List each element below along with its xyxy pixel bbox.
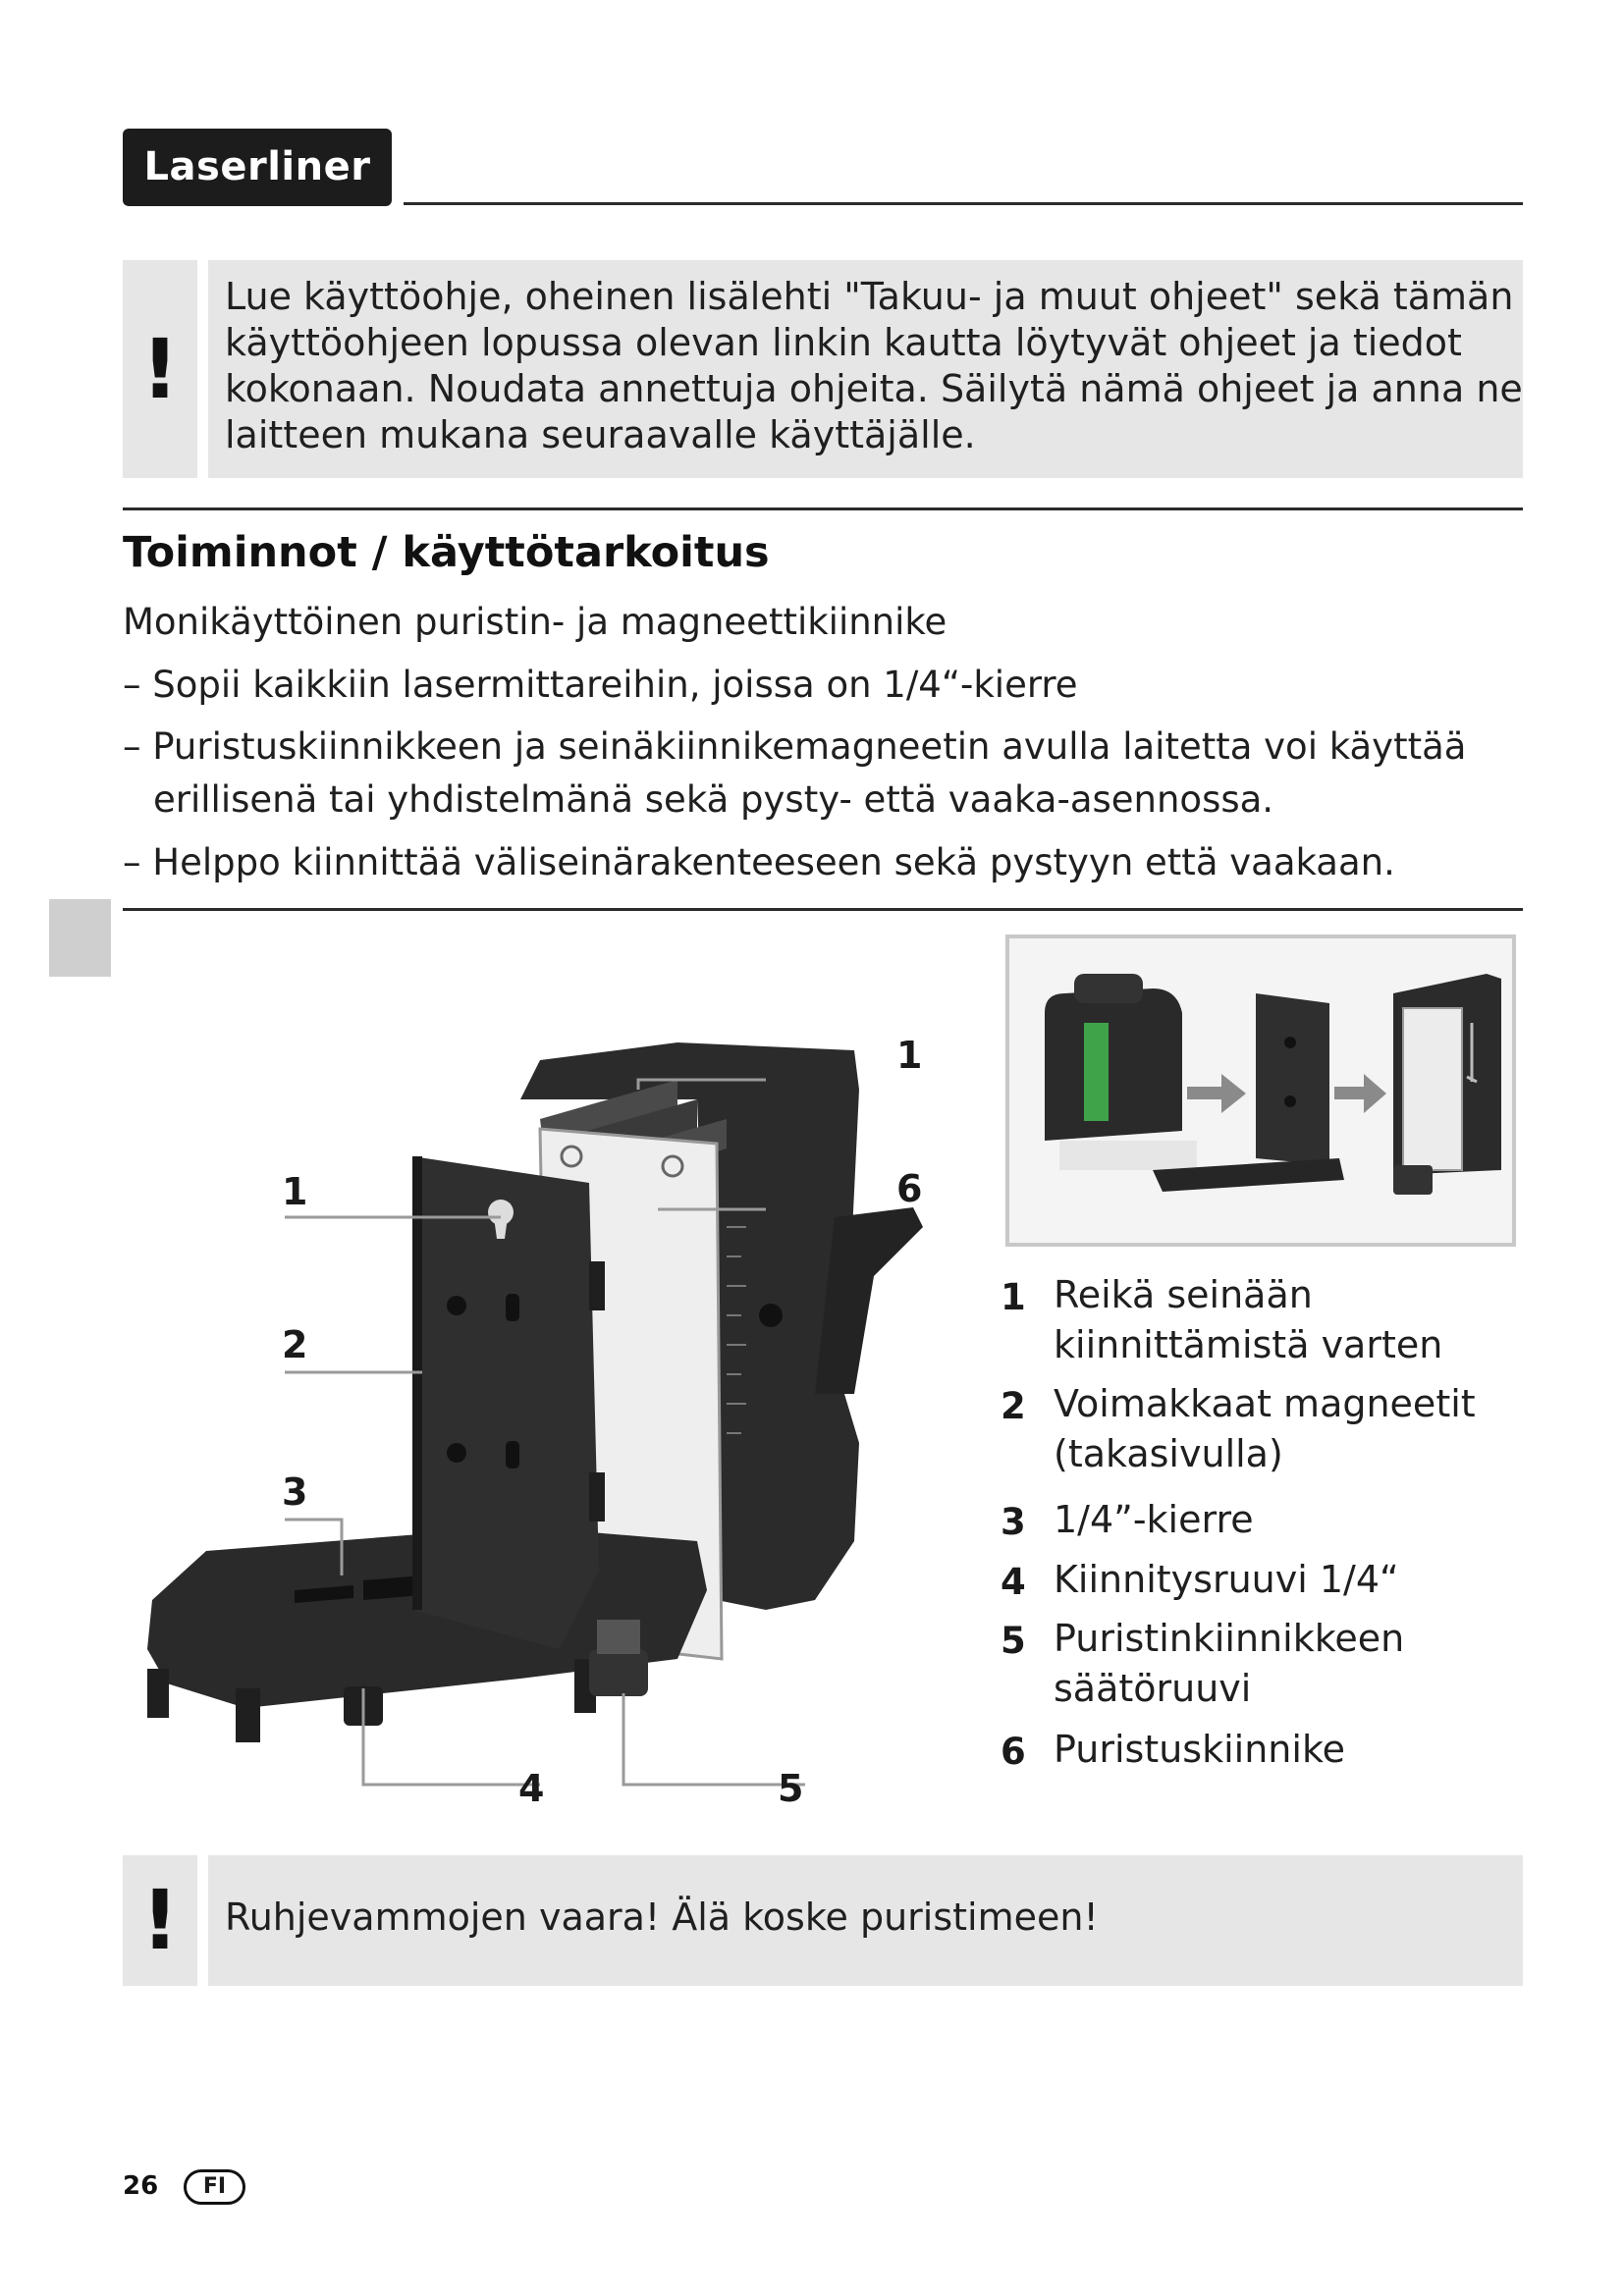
legend-number: 5 — [1001, 1620, 1026, 1662]
legend-text — [1054, 1555, 1399, 1605]
legend-line: kiinnittämistä varten — [1054, 1323, 1443, 1366]
warning-icon: ! — [123, 1855, 197, 1986]
legend-line: Puristinkiinnikkeen — [1054, 1617, 1405, 1660]
notice-text: Ruhjevammojen vaara! Älä koske puristimeen! — [225, 1896, 1099, 1939]
callout-label: 5 — [778, 1767, 804, 1810]
section-title: Toiminnot / käyttötarkoitus — [123, 528, 770, 577]
section-intro: Monikäyttöinen puristin- ja magneettikiinnike — [123, 601, 947, 643]
bullet-item: – Sopii kaikkiin lasermittareihin, joissa on 1/4“-kierre — [123, 664, 1078, 706]
legend-text — [1054, 1725, 1345, 1775]
legend-number: 4 — [1001, 1561, 1026, 1603]
legend-text — [1054, 1270, 1442, 1370]
usage-inset-photo — [1005, 934, 1516, 1247]
legend-line: Reikä seinään — [1054, 1273, 1313, 1316]
callout-label: 4 — [518, 1767, 545, 1810]
side-tab — [49, 899, 111, 977]
callout-label: 2 — [282, 1323, 308, 1366]
notice-line: kokonaan. Noudata annettuja ohjeita. Säilytä nämä ohjeet ja anna ne — [225, 367, 1523, 410]
section-rule-top — [123, 507, 1523, 510]
legend-text — [1054, 1614, 1404, 1714]
notice-line: laitteen mukana seuraavalle käyttäjälle. — [225, 413, 976, 456]
header-rule — [404, 202, 1523, 205]
bracket-illustration — [128, 982, 952, 1836]
callout-label: 3 — [282, 1470, 308, 1514]
legend-text — [1054, 1495, 1254, 1545]
notice-top — [208, 260, 1523, 478]
legend-number: 6 — [1001, 1731, 1026, 1773]
legend-line: säätöruuvi — [1054, 1667, 1252, 1710]
legend-line: Voimakkaat magneetit — [1054, 1382, 1476, 1425]
language-badge: FI — [184, 2169, 245, 2205]
notice-bottom — [208, 1855, 1523, 1986]
legend-line: Kiinnitysruuvi 1/4“ — [1054, 1558, 1399, 1601]
callout-label: 1 — [896, 1034, 923, 1077]
callout-label: 6 — [896, 1167, 923, 1210]
legend-text — [1054, 1379, 1476, 1479]
legend-line: (takasivulla) — [1054, 1432, 1283, 1475]
legend-number: 3 — [1001, 1501, 1026, 1543]
bullet-item-continued: erillisenä tai yhdistelmänä sekä pysty- että vaaka-asennossa. — [153, 778, 1274, 821]
section-rule-bottom — [123, 908, 1523, 911]
bullet-item: – Puristuskiinnikkeen ja seinäkiinnikemagneetin avulla laitetta voi käyttää — [123, 725, 1467, 768]
warning-icon: ! — [123, 260, 197, 478]
legend-line: Puristuskiinnike — [1054, 1728, 1345, 1771]
callout-label: 1 — [282, 1170, 308, 1213]
notice-line: käyttöohjeen lopussa olevan linkin kautta löytyvät ohjeet ja tiedot — [225, 321, 1462, 364]
legend-line: 1/4”-kierre — [1054, 1498, 1254, 1541]
notice-line: Lue käyttöohje, oheinen lisälehti "Takuu- ja muut ohjeet" sekä tämän — [225, 275, 1514, 318]
brand-logo: Laserliner — [123, 129, 392, 206]
legend-number: 2 — [1001, 1385, 1026, 1427]
legend-number: 1 — [1001, 1276, 1026, 1318]
bullet-item: – Helppo kiinnittää väliseinärakenteeseen sekä pystyyn että vaakaan. — [123, 841, 1395, 883]
page-number: 26 — [123, 2171, 159, 2201]
